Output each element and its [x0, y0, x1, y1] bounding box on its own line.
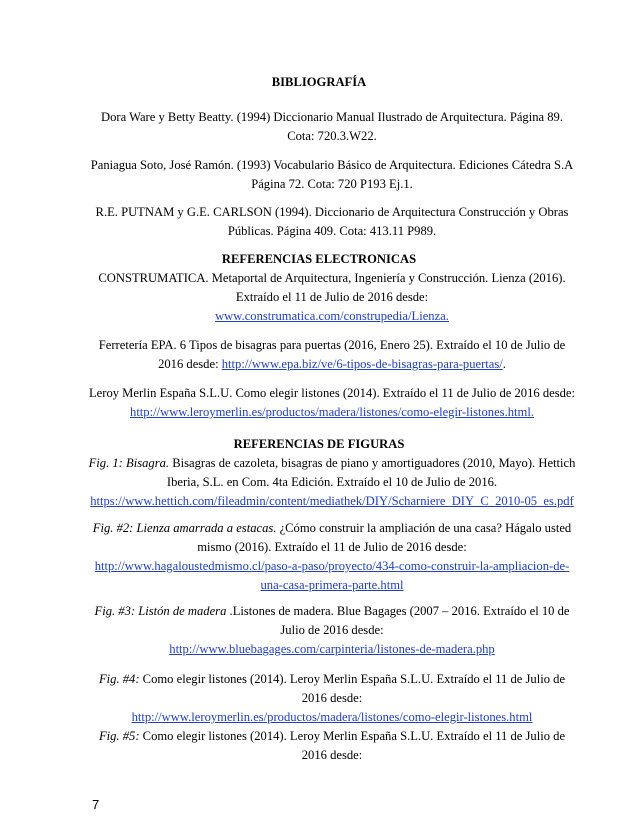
- entry-line: Cota: 720.3.W22.: [287, 129, 377, 143]
- entry-text: ¿Cómo construir la ampliación de una casa? Hágalo usted: [276, 521, 572, 535]
- entry-line: CONSTRUMATICA. Metaportal de Arquitectura, Ingeniería y Construcción. Lienza (2016).: [98, 271, 566, 285]
- figure-entry-3: [88, 602, 576, 659]
- reference-link[interactable]: www.construmatica.com/construpedia/Lienza.: [215, 309, 449, 323]
- figure-entry-4: [88, 670, 576, 727]
- entry-text: .: [502, 357, 506, 371]
- entry-line: 2016 desde:: [301, 748, 363, 762]
- figure-label: Fig. #3: Listón de madera: [94, 604, 227, 618]
- entry-line: Públicas. Página 409. Cota: 413.11 P989.: [227, 224, 437, 238]
- electronic-entry-1: [88, 269, 576, 326]
- reference-link[interactable]: http://www.leroymerlin.es/productos/madera/listones/como-elegir-listones.html.: [130, 405, 534, 419]
- electronic-entry-2: [88, 336, 576, 374]
- entry-line: Julio de 2016 desde:: [280, 623, 384, 637]
- bibliography-entry-1: [88, 108, 576, 146]
- entry-line: Página 72. Cota: 720 P193 Ej.1.: [251, 177, 413, 191]
- figure-entry-2: [88, 519, 576, 595]
- entry-text: .Listones de madera. Blue Bagages (2007 – 2016. Extraído el 10 de: [226, 604, 570, 618]
- entry-text: Bisagras de cazoleta, bisagras de piano y amortiguadores (2010, Mayo). Hettich: [169, 456, 576, 470]
- entry-line: Leroy Merlin España S.L.U. Como elegir listones (2014). Extraído el 11 de Julio de 2016 desde:: [88, 386, 576, 400]
- entry-line: mismo (2016). Extraído el 11 de Julio de 2016 desde:: [197, 540, 467, 554]
- figure-entry-1: [88, 454, 576, 511]
- bibliography-entry-2: [88, 156, 576, 194]
- figure-entry-5: [88, 727, 576, 765]
- entry-line: Extraído el 11 de Julio de 2016 desde:: [235, 290, 429, 304]
- entry-line: Iberia, S.L. en Com. 4ta Edición. Extraído el 10 de Julio de 2016.: [166, 475, 498, 489]
- reference-link[interactable]: https://www.hettich.com/fileadmin/content/mediathek/DIY/Scharniere_DIY_C_2010-05_es.pdf: [90, 494, 574, 508]
- reference-link[interactable]: una-casa-primera-parte.html: [260, 578, 404, 592]
- figure-label: Fig. #4:: [98, 672, 140, 686]
- figure-label: Fig. #5:: [98, 729, 140, 743]
- page-number: 7: [92, 797, 100, 812]
- figure-label: Fig. #2: Lienza amarrada a estacas.: [92, 521, 277, 535]
- entry-line: Paniagua Soto, José Ramón. (1993) Vocabulario Básico de Arquitectura. Ediciones Cátedra S.A: [90, 158, 574, 172]
- reference-link[interactable]: http://www.hagaloustedmismo.cl/paso-a-paso/proyecto/434-como-construir-la-ampliacion-de-: [94, 559, 570, 573]
- entry-text: Como elegir listones (2014). Leroy Merlin España S.L.U. Extraído el 11 de Julio de: [139, 729, 566, 743]
- electronic-references-heading: REFERENCIAS ELECTRONICAS: [221, 252, 417, 266]
- entry-line: R.E. PUTNAM y G.E. CARLSON (1994). Diccionario de Arquitectura Construcción y Obras: [95, 205, 569, 219]
- reference-link[interactable]: http://www.leroymerlin.es/productos/madera/listones/como-elegir-listones.html: [131, 710, 533, 724]
- entry-text: 2016 desde:: [158, 357, 222, 371]
- entry-line: Dora Ware y Betty Beatty. (1994) Diccionario Manual Ilustrado de Arquitectura. Página 89.: [100, 110, 564, 124]
- entry-line: Ferretería EPA. 6 Tipos de bisagras para puertas (2016, Enero 25). Extraído el 10 de Julio de: [98, 338, 566, 352]
- reference-link[interactable]: http://www.bluebagages.com/carpinteria/listones-de-madera.php: [169, 642, 495, 656]
- reference-link[interactable]: http://www.epa.biz/ve/6-tipos-de-bisagras-para-puertas/: [221, 357, 503, 371]
- bibliography-heading: BIBLIOGRAFÍA: [271, 75, 367, 89]
- entry-text: Como elegir listones (2014). Leroy Merlin España S.L.U. Extraído el 11 de Julio de: [139, 672, 566, 686]
- entry-line: 2016 desde:: [301, 691, 363, 705]
- bibliography-entry-3: [88, 203, 576, 241]
- figure-label: Fig. 1: Bisagra.: [88, 456, 170, 470]
- electronic-entry-3: [88, 384, 576, 422]
- figure-references-heading: REFERENCIAS DE FIGURAS: [233, 437, 405, 451]
